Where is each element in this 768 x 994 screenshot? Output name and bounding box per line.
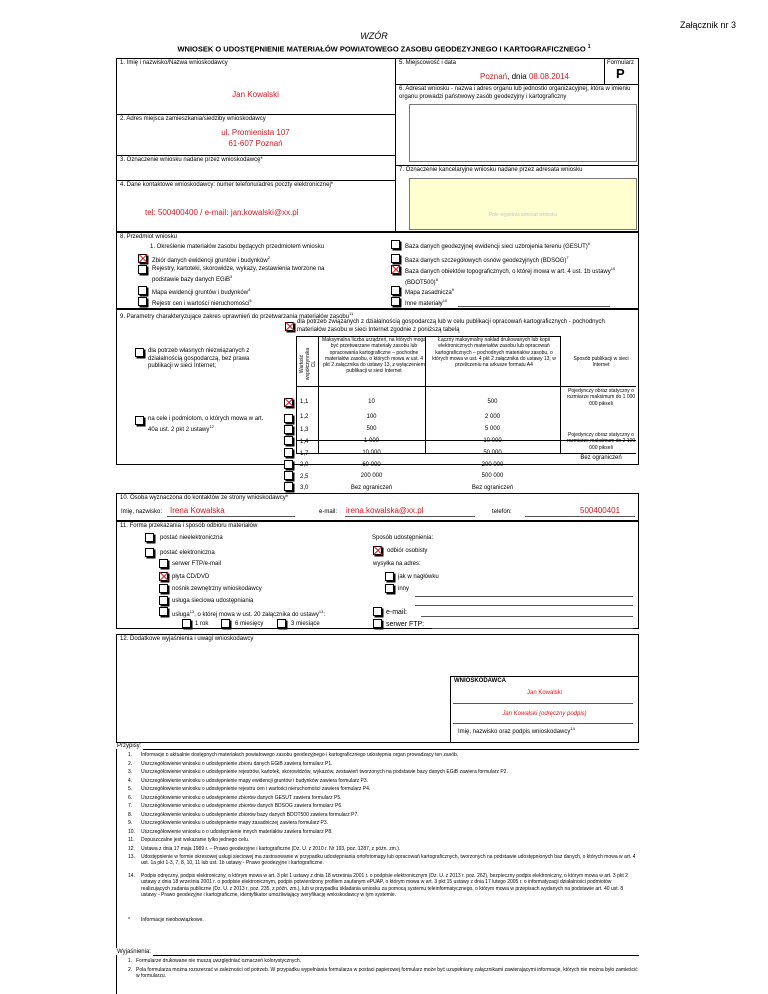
- pub-option-2: Pojedynczy obraz statyczny o rozmiarze maksimum do 2 100 000 pikseli: [566, 432, 636, 451]
- row-copies: 500 000: [481, 473, 504, 479]
- s11-label: 11. Forma przekazania i sposób odbioru materiałów: [120, 523, 258, 529]
- cb-period-1y[interactable]: [182, 619, 191, 628]
- opt-email-delivery: e-mail:: [386, 609, 408, 616]
- col-publication: Sposób publikacji w sieci Internet: [573, 356, 629, 369]
- s1-label: 1. Imię i nazwisko/Nazwa wnioskodawcy: [120, 60, 228, 66]
- row-devices: 10: [368, 399, 375, 405]
- row-copies: 5 000: [484, 426, 500, 432]
- s9-label: 9. Parametry charakteryzujące zakres uprawnień do przetwarzania materiałów zasobu$^{11}$: [120, 311, 354, 320]
- place-date[interactable]: Poznań, dnia 08.08.2014: [480, 72, 569, 81]
- opt-bdsog: Baza danych szczegółowych osnów geodezyjnych (BDSOG)$^7$: [405, 255, 569, 264]
- row-cl: 3,0: [300, 485, 309, 491]
- row-cl: 1,3: [300, 427, 309, 433]
- col-copies: Łączny maksymalny nakład drukowanych lub kopii elektronicznych materiałów zasobu lub opracowań kartograficznych – pochodnych materiałów zasobu, o których mowa w ust. 4 pkt 2 załącznika do ustawy 13, w przeliczeniu na arkusze formatu A4: [432, 337, 556, 368]
- cb-other-materials[interactable]: [391, 297, 400, 306]
- form-title: WNIOSEK O UDOSTĘPNIENIE MATERIAŁÓW POWIATOWEGO ZASOBU GEODEZYJNEGO I KARTOGRAFICZNEGO $^1$: [177, 44, 591, 54]
- wzor-label: WZÓR: [360, 31, 388, 41]
- applicant-name[interactable]: Jan Kowalski: [232, 90, 279, 99]
- cb-cd-dvd[interactable]: [159, 572, 168, 581]
- row-devices: Bez ograniczeń: [350, 485, 393, 491]
- s6-label: 6. Adresat wniosku - nazwa i adres organu lub jednostki organizacyjnej, która w imieniu organu prowadzi państwowy zasób geodezyjny i kartograficzny: [399, 86, 631, 100]
- row-devices: 10 000: [362, 450, 381, 456]
- s7-label: 7. Oznaczenie kancelaryjne wniosku nadane przez adresata wniosku: [399, 167, 583, 173]
- signature-heading: WNIOSKODAWCA: [454, 678, 506, 684]
- row-copies: 50 000: [483, 450, 502, 456]
- opt-period-3m: 3 miesiące: [291, 621, 320, 627]
- opt-period-6m: 6 miesięcy: [235, 621, 264, 627]
- contact-phone-label: telefon:: [492, 509, 512, 515]
- cb-registers[interactable]: [138, 265, 147, 274]
- cb-network-service[interactable]: [159, 596, 168, 605]
- address-line1[interactable]: ul. Promienista 107: [221, 128, 290, 137]
- ship-label: wysyłka na adres:: [373, 561, 421, 567]
- opt-price-register: Rejestr cen i wartości nieruchomości$^5$: [152, 298, 252, 307]
- cb-as-header[interactable]: [385, 572, 394, 581]
- cb-row-4[interactable]: [284, 436, 293, 445]
- opt-period-1y: 1 rok: [195, 621, 209, 627]
- cb-electronic[interactable]: [145, 548, 154, 557]
- opt-ftp-delivery: serwer FTP:: [386, 621, 425, 628]
- cb-ftp-email[interactable]: [159, 559, 168, 568]
- opt-entities: na cele i podmiotom, o których mowa w art. 40a ust. 2 pkt 2 ustawy$^{12}$: [148, 416, 264, 433]
- cb-entities[interactable]: [135, 416, 144, 425]
- opt-external-media: nośnik zewnętrzny wnioskodawcy: [172, 586, 262, 592]
- pub-option-3: Bez ograniczeń: [580, 455, 622, 461]
- cb-business[interactable]: [285, 322, 294, 331]
- address-line2[interactable]: 61-607 Poznań: [228, 139, 283, 148]
- col-coefficient: Wartość współczynnika CL: [298, 347, 318, 381]
- row-copies: Bez ograniczeń: [471, 485, 514, 491]
- opt-own-needs: dla potrzeb własnych niezwiązanych z działalnością gospodarczą, bez prawa publikacji w sieci Internet;: [148, 348, 250, 369]
- opt-other-materials: Inne materiały$^{10}$: [405, 298, 448, 307]
- contact-email[interactable]: irena.kowalska@xx.pl: [346, 506, 424, 515]
- cb-period-3m[interactable]: [277, 619, 286, 628]
- row-copies: 10 000: [483, 438, 502, 444]
- s10-label: 10. Osoba wyznaczona do kontaktów ze strony wnioskodawcy*: [120, 495, 289, 501]
- row-cl: 2,5: [300, 474, 309, 480]
- address-line-a[interactable]: [415, 596, 633, 597]
- opt-base-map: Mapa zasadnicza$^9$: [405, 287, 454, 296]
- footnotes-label: Przypisy:: [117, 743, 142, 749]
- cb-period-6m[interactable]: [221, 619, 230, 628]
- cb-egib[interactable]: [138, 254, 147, 263]
- s2-label: 2. Adres miejsca zamieszkania/siedziby wnioskodawcy: [120, 116, 266, 122]
- contact-name[interactable]: Irena Kowalska: [170, 506, 225, 515]
- other-materials-line[interactable]: [458, 306, 610, 307]
- row-devices: 1 000: [363, 438, 379, 444]
- cb-row-6[interactable]: [284, 460, 293, 469]
- cb-own-needs[interactable]: [135, 348, 144, 357]
- cb-gesut[interactable]: [391, 240, 400, 249]
- opt-cd-dvd: płyta CD/DVD: [172, 574, 210, 580]
- cb-pickup[interactable]: [373, 546, 382, 555]
- opt-service: usługa$^{13}$, o której mowa w ust. 20 załącznika do ustawy$^{13}$:: [172, 609, 325, 618]
- opt-bdot500: Baza danych obiektów topograficznych, o której mowa w art. 4 ust. 1b ustawy$^{10}$ (BDOT500)$^8$: [405, 266, 616, 286]
- signature-caption: Imię, nazwisko oraz podpis wnioskodawcy$^{14}$: [458, 726, 575, 735]
- contact-phone[interactable]: 500400401: [580, 506, 621, 515]
- opt-registers: Rejestry, kartoteki, skorowidze, wykazy, zestawienia tworzone na podstawie bazy danych EGiB$^3$: [152, 266, 325, 283]
- cb-email-delivery[interactable]: [373, 607, 382, 616]
- s5-label: 5. Miejscowość i data: [399, 60, 457, 66]
- cb-base-map[interactable]: [391, 286, 400, 295]
- cb-row-7[interactable]: [284, 471, 293, 480]
- opt-as-header: jak w nagłówku: [398, 574, 439, 580]
- opt-pickup: odbiór osobisty: [387, 548, 428, 554]
- opt-electronic: postać elektroniczna: [160, 550, 215, 556]
- cb-service[interactable]: [159, 607, 168, 616]
- signature-name: Jan Kowalski: [526, 690, 562, 696]
- contact-email-label: e-mail:: [319, 509, 338, 515]
- cb-row-3[interactable]: [284, 425, 293, 434]
- opt-other-address: inny: [398, 586, 410, 592]
- opt-gesut: Baza danych geodezyjnej ewidencji sieci uzbrojenia terenu (GESUT)$^6$: [405, 241, 590, 250]
- cb-external-media[interactable]: [159, 584, 168, 593]
- row-cl: 1,7: [300, 451, 309, 457]
- row-devices: 100: [366, 414, 377, 420]
- opt-business: dla potrzeb związanych z działalnością gospodarczą lub w celu publikacji opracowań kartograficznych - pochodnych materiałów zasobu w sieci Internet zgodnie z poniższą tabelą: [297, 319, 605, 333]
- row-devices: 60 000: [362, 462, 381, 468]
- method-label: Sposób udostępnienia:: [372, 535, 434, 541]
- col-devices: Maksymalna liczba urządzeń, na których mogą być przetwarzane materiały zasobu lub opracowania kartograficzne – pochodne materiałów zasobu, o których mowa w ust. 4 pkt 2 załącznika do ustawy 13, z wyłączeniem publikacji w sieci Internet: [322, 337, 426, 375]
- cb-ftp-delivery[interactable]: [373, 619, 382, 628]
- office-stamp-field[interactable]: [409, 178, 637, 230]
- form-label: Formularz: [607, 60, 635, 66]
- attachment-number: Załącznik nr 3: [679, 20, 736, 30]
- cb-bdot500[interactable]: [391, 265, 400, 274]
- cb-egib-map[interactable]: [138, 286, 147, 295]
- row-copies: 2 000: [484, 414, 500, 420]
- opt-nonelectronic: postać nieelektroniczna: [160, 535, 223, 541]
- opt-egib: Zbiór danych ewidencji gruntów i budynków$^2$: [152, 255, 270, 264]
- cb-other-address[interactable]: [385, 584, 394, 593]
- explanations-list: 1. Formularze drukowane nie muszą uwzględniać oznaczeń kolorystycznych. 2. Pola formularza można rozszerzać w zależności od potrzeb. W przypadku wypełniania formularza w postaci papierowej formularz może być uzupełniany załącznikami zawierającymi informacje, których nie można było zamieścić w formularzu.: [128, 958, 638, 980]
- opt-ftp-email: serwer FTP/e-mail: [172, 561, 222, 567]
- contact-details[interactable]: tel: 500400400 / e-mail: jan.kowalski@xx.pl: [145, 208, 299, 217]
- form-code: P: [616, 66, 625, 81]
- s8-label: 8. Przedmiot wniosku: [120, 234, 178, 240]
- opt-network-service: usługa sieciowa udostępniania: [172, 598, 254, 604]
- cb-row-1[interactable]: [284, 398, 293, 407]
- cb-bdsog[interactable]: [391, 254, 400, 263]
- row-cl: 2,0: [300, 462, 309, 468]
- s8-lead: 1. Określenie materiałów zasobu będących przedmiotem wniosku: [150, 244, 325, 250]
- footnotes-list: 1. Informacje o aktualnie dostępnych materiałach powiatowego zasobu geodezyjnego i kartograficznego udostępnia organ prowadzący ten zasób. 2. Uszczegółowienie wniosku o udostępnienie zbioru danych EGiB zawiera formularz P1. 3. Uszczegółowienie wniosku o udostępnienie rejestrów, kartotek, skorowidzów, wykazów, zestawień tworzonych na podstawie bazy danych EGiB zawiera formularz P2. 4. Uszczegółowienie wniosku o udostępnienie mapy ewidencji gruntów i budynków zawiera formularz P3. 5. Uszczegółowienie wniosku o udostępnienie rejestru cen i wartości nieruchomości zawiera formularz P4. 6. Uszczegółowienie wniosku o udostępnienie zbiorów danych GESUT zawiera formularz P5. 7. Uszczegółowienie wniosku o udostępnienie zbiorów danych BDSOG zawiera formularz P6. 8. Uszczegółowienie wniosku o udostępnienie zbiorów bazy danych BDOT500 zawiera formularz P7. 9. Uszczegółowienie wniosku o udostępnienie mapy zasadniczej zawiera formularz P3. 10. Uszczegółowienie wniosku o o udostępnienie innych materiałów zawiera formularz P8. 11. Dopuszczalne jest wskazanie tylko jednego celu. 12. Ustawa z dnia 17 maja 1989 r. – Prawo geodezyjne i kartograficzne (Dz. U. z 2010 r. Nr 193, poz. 1287, z późn. zm.). 13. Udostępnienie w formie okresowej usługi sieciowej ma zastosowanie w przypadku udostępniania ortofotomapy lub opracowań kartograficznych, tworzonych na podstawie udostępnionych baz danych, o których mowa w art. 4 ust. 1a pkt 1-3, 7, 8, 10, 11 lub ust. 1b ustawy - Prawo geodezyjne i kartograficzne. 14. Podpis odręczny, podpis elektroniczny, o którym mowa w art. 3 pkt 1 ustawy z dnia 18 września 2001 r. o podpisie elektronicznym (Dz. U. z 2013 r. poz. 262), bezpieczny podpis elektroniczny, o którym mowa w art. 3 pkt 2 ustawy z dnia 18 września 2001 r. o podpisie elektronicznym, podpis potwierdzony profilem zaufanym ePUAP, o którym mowa w art. 3 pkt 15 ustawy z dnia 17 lutego 2005 r. o informatyzacji działalności podmiotów realizujących zadania publiczne (Dz. U. z 2013 r. poz. 235, z późn. zm.), lub w przypadku składania wniosku za pomocą systemu teleinformatycznego, o którym mowa w przepisach wydanych na podstawie art. 40 ust. 8 ustawy - Prawo geodezyjne i kartograficzne, identyfikator umożliwiający weryfikację wnioskodawcy w tym systemie. * Informacje nieobowiązkowe.: [128, 752, 636, 923]
- row-devices: 500: [366, 426, 377, 432]
- row-cl: 1,4: [300, 439, 309, 445]
- pub-option-1: Pojedynczy obraz statyczny o rozmiarze maksimum do 1 000 000 pikseli: [566, 388, 636, 407]
- stamp-hint: Pole wypełnia adresat wniosku: [488, 212, 558, 218]
- recipient-field[interactable]: [409, 104, 637, 162]
- signature-handwritten[interactable]: Jan Kowalski (odręczny podpis): [502, 711, 587, 717]
- cb-row-5[interactable]: [284, 448, 293, 457]
- row-copies: 500: [487, 399, 498, 405]
- row-devices: 200 000: [360, 473, 383, 479]
- row-cl: 1,2: [300, 414, 309, 420]
- s12-label: 12. Dodatkowe wyjaśnienia i uwagi wnioskodawcy: [120, 636, 254, 642]
- s3-label: 3. Oznaczenie wniosku nadane przez wnioskodawcę*: [120, 157, 263, 163]
- address-line-b[interactable]: [415, 605, 633, 606]
- explanations-label: Wyjaśnienia:: [117, 949, 151, 955]
- row-cl: 1,1: [300, 399, 309, 405]
- cb-nonelectronic[interactable]: [145, 533, 154, 542]
- s4-label: 4. Dane kontaktowe wnioskodawcy: numer telefonu/adres poczty elektronicznej*: [120, 182, 334, 188]
- cb-row-2[interactable]: [284, 414, 293, 423]
- contact-name-label: Imię, nazwisko:: [121, 509, 163, 515]
- cb-row-8[interactable]: [284, 482, 293, 491]
- opt-egib-map: Mapa ewidencji gruntów i budynków$^4$: [152, 287, 251, 296]
- cb-price-register[interactable]: [138, 297, 147, 306]
- row-copies: 200 000: [481, 462, 504, 468]
